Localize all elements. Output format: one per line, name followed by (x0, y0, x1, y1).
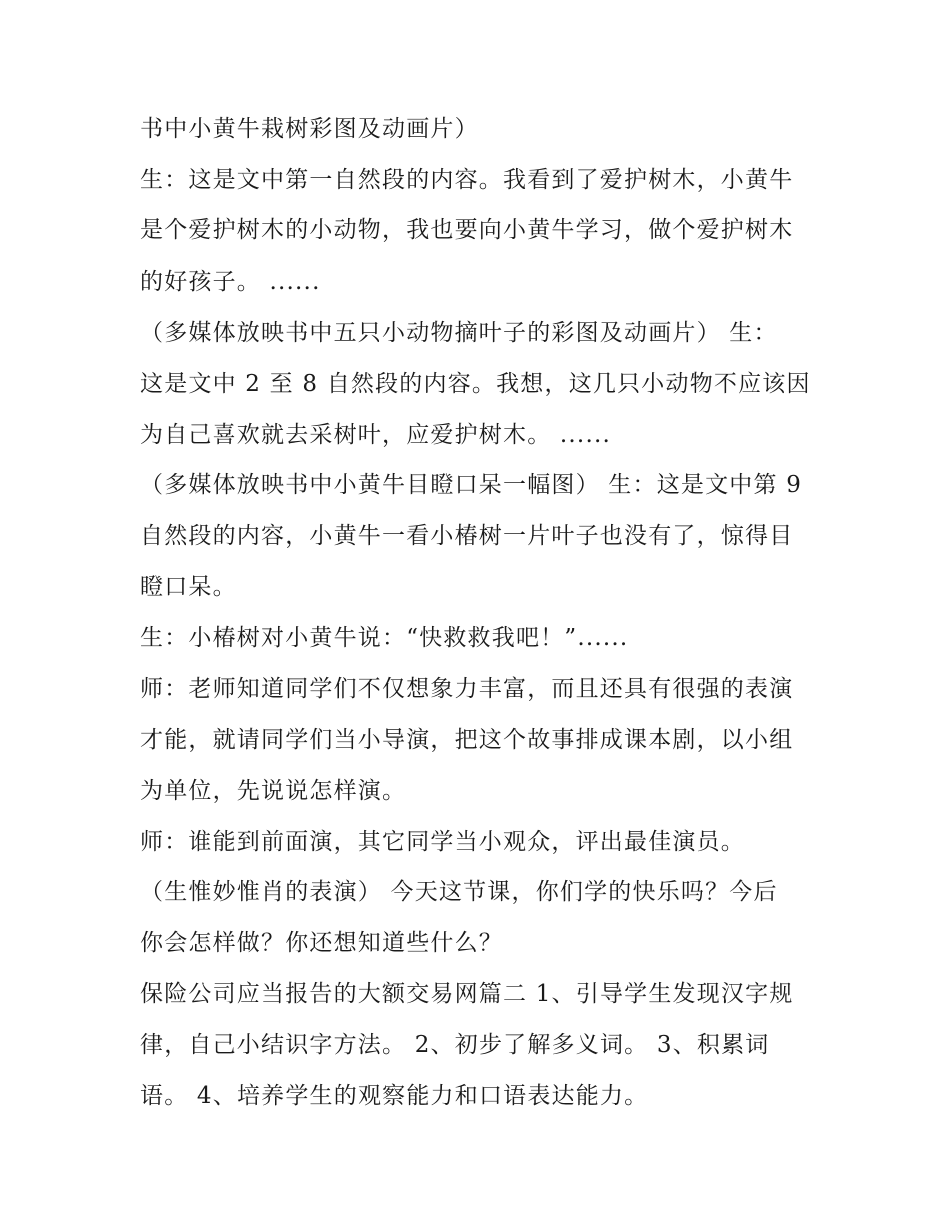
text-line: 师：谁能到前面演，其它同学当小观众，评出最佳演员。 (140, 829, 745, 855)
text-line: （多媒体放映书中五只小动物摘叶子的彩图及动画片） 生： (140, 320, 778, 346)
text-line: 师：老师知道同学们不仅想象力丰富，而且还具有很强的表演 (140, 676, 794, 702)
text-line: 生：这是文中第一自然段的内容。我看到了爱护树木，小黄牛 (140, 167, 794, 193)
text-line: 的好孩子。 ...... (140, 269, 321, 295)
text-line: 语。 4、培养学生的观察能力和口语表达能力。 (140, 1083, 649, 1109)
text-line: 你会怎样做？你还想知道些什么？ (140, 930, 503, 956)
text-line: 这是文中 2 至 8 自然段的内容。我想，这几只小动物不应该因 (140, 371, 811, 397)
text-line: （多媒体放映书中小黄牛目瞪口呆一幅图） 生：这是文中第 9 (140, 472, 803, 498)
text-line: 书中小黄牛栽树彩图及动画片） (140, 116, 479, 142)
text-line: 为自己喜欢就去采树叶，应爱护树木。 ...... (140, 422, 611, 448)
text-line: 是个爱护树木的小动物，我也要向小黄牛学习，做个爱护树木 (140, 217, 794, 243)
text-line: 为单位，先说说怎样演。 (140, 778, 407, 804)
text-line: 律，自己小结识字方法。 2、初步了解多义词。 3、积累词 (140, 1032, 770, 1058)
text-line: 瞪口呆。 (140, 574, 237, 600)
text-line: 保险公司应当报告的大额交易网篇二 1、引导学生发现汉字规 (140, 981, 794, 1007)
text-line: 生：小椿树对小黄牛说：“快救救我吧！”...... (140, 625, 629, 651)
text-line: 自然段的内容，小黄牛一看小椿树一片叶子也没有了，惊得目 (140, 523, 794, 549)
text-line: 才能，就请同学们当小导演，把这个故事排成课本剧，以小组 (140, 727, 794, 753)
text-line: （生惟妙惟肖的表演） 今天这节课，你们学的快乐吗？今后 (140, 879, 778, 905)
